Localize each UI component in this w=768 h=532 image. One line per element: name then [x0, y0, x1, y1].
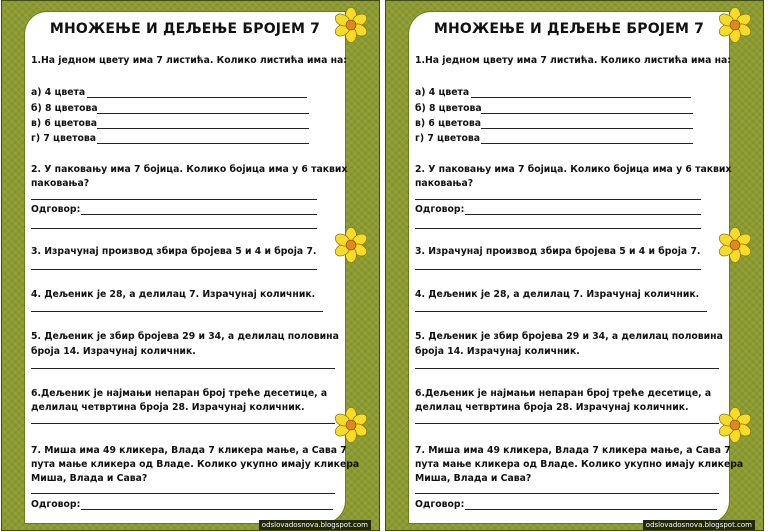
question-1-option-a: а) 4 цвета: [415, 87, 470, 98]
answer-line: [415, 493, 719, 494]
answer-line: [97, 143, 309, 144]
question-1-option-c: в) 6 цветова: [415, 118, 482, 129]
question-1-option-d: г) 7 цветова: [31, 133, 97, 144]
answer-line: [481, 128, 693, 129]
answer-line: [415, 269, 701, 270]
answer-line: [31, 368, 335, 369]
worksheet-page: [25, 12, 360, 523]
flower-icon: [717, 227, 753, 263]
question-1-option-c: в) 6 цветова: [31, 118, 98, 129]
answer-line: [481, 113, 693, 114]
answer-line: [97, 113, 309, 114]
answer-line: [31, 269, 317, 270]
question-7-answer-label: Одговор:: [415, 499, 465, 510]
answer-line: [31, 423, 335, 424]
question-7-line-2: пута мање кликера од Владе. Колико укупно имају кликера: [415, 459, 744, 470]
worksheet-right: [385, 0, 764, 531]
answer-line: [31, 199, 317, 200]
answer-line: [415, 423, 719, 424]
answer-line: [465, 214, 701, 215]
question-1-text: 1.На једном цвету има 7 листића. Колико листића има на:: [31, 55, 347, 66]
question-1-text: 1.На једном цвету има 7 листића. Колико листића има на:: [415, 55, 731, 66]
answer-line: [31, 493, 335, 494]
question-1-option-a: а) 4 цвета: [31, 87, 86, 98]
answer-line: [415, 368, 719, 369]
page-title: МНОЖЕЊЕ И ДЕЉЕЊЕ БРОЈЕМ 7: [433, 21, 705, 37]
question-3-text: 3. Израчунај производ збира бројева 5 и 4 и броја 7.: [415, 246, 701, 257]
footer-watermark: odslovadosnova.blogspot.com: [643, 520, 755, 530]
question-7-line-3: Миша, Влада и Сава?: [31, 473, 148, 484]
question-7-line-1: 7. Миша има 49 кликера, Влада 7 кликера мање, а Сава 7: [415, 445, 731, 456]
question-2-answer-label: Одговор:: [31, 204, 81, 215]
question-6-line-1: 6.Дељеник је најмањи непаран број треће десетице, а: [31, 388, 328, 399]
question-2-line-2: паковања?: [31, 178, 90, 189]
answer-line: [31, 228, 317, 229]
worksheet-page: [409, 12, 744, 523]
page-title: МНОЖЕЊЕ И ДЕЉЕЊЕ БРОЈЕМ 7: [49, 21, 321, 37]
question-5-line-2: броја 14. Израчунај количник.: [415, 346, 580, 357]
question-2-line-1: 2. У паковању има 7 бојица. Колико бојица има у 6 таквих: [415, 164, 732, 175]
answer-line: [481, 143, 693, 144]
answer-line: [415, 228, 701, 229]
question-5-line-1: 5. Дељеник је збир бројева 29 и 34, а делилац половина: [31, 331, 339, 342]
question-2-line-1: 2. У паковању има 7 бојица. Колико бојица има у 6 таквих: [31, 164, 348, 175]
question-5-line-1: 5. Дељеник је збир бројева 29 и 34, а делилац половина: [415, 331, 723, 342]
answer-line: [87, 97, 307, 98]
answer-line: [81, 509, 333, 510]
flower-icon: [717, 407, 753, 443]
question-3-text: 3. Израчунај производ збира бројева 5 и 4 и броја 7.: [31, 246, 317, 257]
answer-line: [415, 199, 701, 200]
question-1-option-b: б) 8 цветова: [31, 103, 98, 114]
question-7-line-1: 7. Миша има 49 кликера, Влада 7 кликера мање, а Сава 7: [31, 445, 347, 456]
question-6-line-2: делилац четвртина броја 28. Израчунај количник.: [31, 402, 305, 413]
question-2-line-2: паковања?: [415, 178, 474, 189]
question-2-answer-label: Одговор:: [415, 204, 465, 215]
answer-line: [465, 509, 717, 510]
footer-watermark: odslovadosnova.blogspot.com: [259, 520, 371, 530]
question-7-line-2: пута мање кликера од Владе. Колико укупно имају кликера: [31, 459, 360, 470]
question-7-line-3: Миша, Влада и Сава?: [415, 473, 532, 484]
question-6-line-1: 6.Дељеник је најмањи непаран број треће десетице, а: [415, 388, 712, 399]
question-7-answer-label: Одговор:: [31, 499, 81, 510]
flower-icon: [717, 7, 753, 43]
answer-line: [81, 214, 317, 215]
answer-line: [415, 311, 707, 312]
question-1-option-b: б) 8 цветова: [415, 103, 482, 114]
question-4-text: 4. Дељеник је 28, а делилац 7. Израчунај количник.: [415, 289, 700, 300]
answer-line: [31, 311, 323, 312]
question-1-option-d: г) 7 цветова: [415, 133, 481, 144]
question-5-line-2: броја 14. Израчунај количник.: [31, 346, 196, 357]
question-6-line-2: делилац четвртина броја 28. Израчунај количник.: [415, 402, 689, 413]
question-4-text: 4. Дељеник је 28, а делилац 7. Израчунај количник.: [31, 289, 316, 300]
answer-line: [97, 128, 309, 129]
flower-icon: [333, 407, 369, 443]
worksheet-left: [1, 0, 380, 531]
answer-line: [471, 97, 691, 98]
flower-icon: [333, 7, 369, 43]
flower-icon: [333, 227, 369, 263]
